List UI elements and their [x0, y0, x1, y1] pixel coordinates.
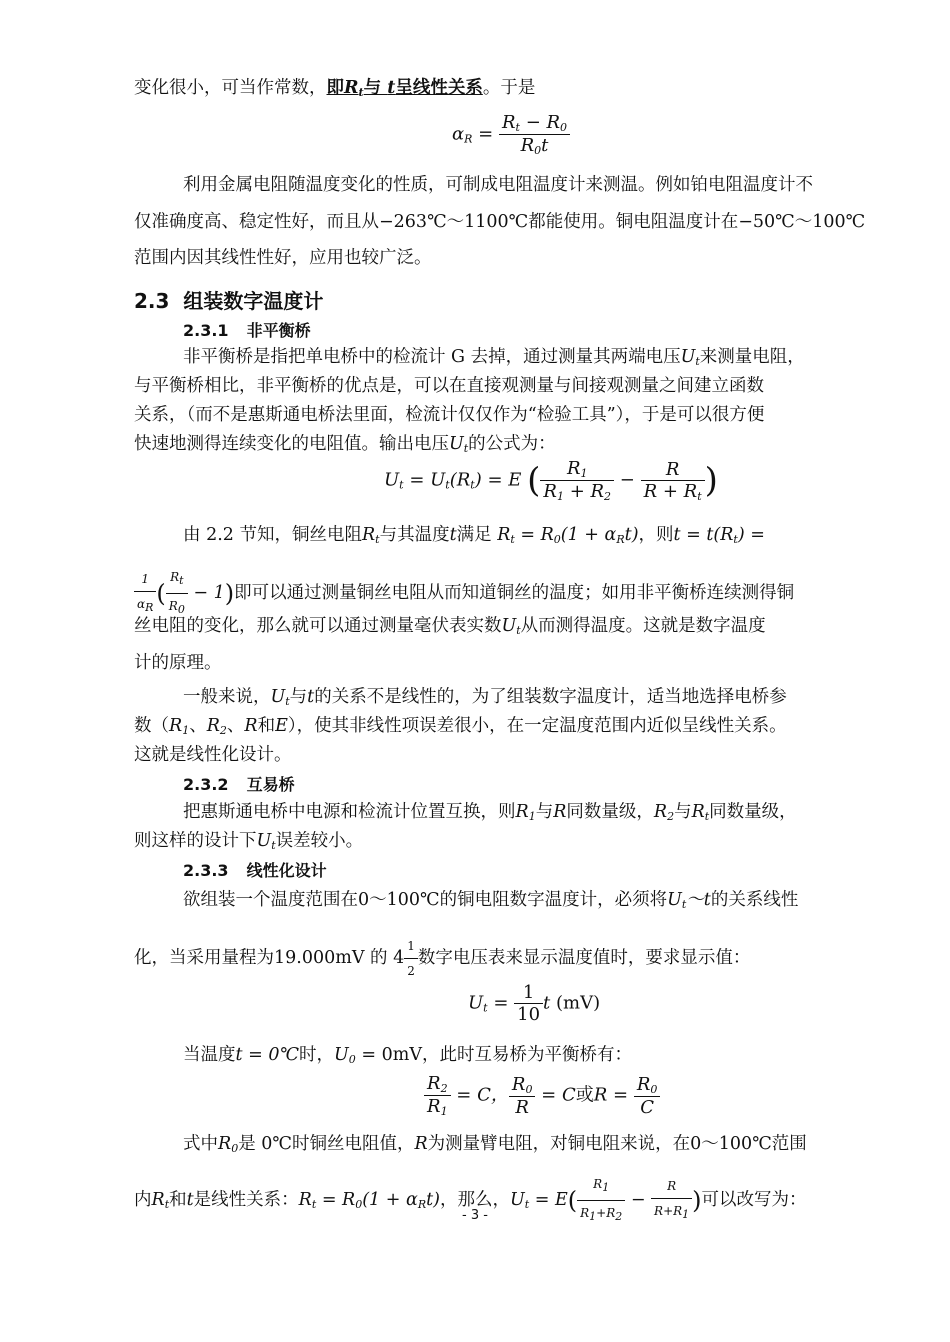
- paragraph-line: 化，当采用量程为19.000mV 的 4 $\frac{1}{2}$ 数字电压表来显示温度值时，要求显示值：: [134, 934, 882, 983]
- paragraph-line: 则这样的设计下$U_t$误差较小。: [134, 831, 364, 852]
- paragraph-line: 非平衡桥是指把单电桥中的检流计 G 去掉，通过测量其两端电压$U_t$来测量电阻，: [183, 347, 805, 368]
- paragraph-line: 与平衡桥相比，非平衡桥的优点是，可以在直接观测量与间接观测量之间建立函数: [134, 376, 764, 396]
- paragraph-line: 快速地测得连续变化的电阻值。输出电压$U_t$的公式为：: [134, 434, 556, 455]
- paragraph-line: 仅准确度高、稳定性好，而且从−263℃～1100℃都能使用。铜电阻温度计在−50℃～100℃: [134, 212, 866, 232]
- equation-display-value: $U_t$ = $\frac{1}{10}$ t (mV): [468, 982, 601, 1025]
- paragraph-line: 一般来说，$U_t$与t的关系不是线性的，为了组装数字温度计，适当地选择电桥参: [183, 687, 787, 708]
- paragraph-line: 利用金属电阻随温度变化的性质，可制成电阻温度计来测温。例如铂电阻温度计不: [183, 175, 813, 195]
- paragraph-line: 欲组装一个温度范围在0～100℃的铜电阻数字温度计，必须将$U_t\sim t$的关系线性: [183, 890, 799, 911]
- equation-balance: $\frac{R_2}{R_1}$ = C， $\frac{R_0}{R}$ = C或R = $\frac{R_0}{C}$: [424, 1073, 660, 1118]
- paragraph-line: 计的原理。: [134, 653, 222, 673]
- subsection-heading: 2.3.3 线性化设计: [183, 861, 327, 880]
- emphasis-text: 即$R_t$与 t呈线性关系: [326, 78, 483, 99]
- paragraph-line: 把惠斯通电桥中电源和检流计位置互换，则$R_1$与R同数量级，$R_2$与$R_t$同数量级，: [183, 802, 797, 823]
- subsection-heading: 2.3.2 互易桥: [183, 775, 295, 794]
- equation-alpha: $\alpha_R$ = $\frac{R_t - R_0}{R_0t}$: [452, 112, 570, 157]
- page-number: - 3 -: [462, 1208, 488, 1223]
- paragraph-line: [134, 76, 882, 105]
- paragraph-line: 内$R_t$和t是线性关系：$R_t = R_0(1 + \alpha_Rt)$，那么，$U_t = E$( $\frac{R_1}{R_1+R_2}$ − $\frac{R}{R+R_1}$ )可以改写为：: [134, 1172, 882, 1229]
- text-run: 变化很小，可当作常数，: [134, 78, 327, 98]
- section-heading: 2.3 组装数字温度计: [134, 289, 324, 313]
- paragraph-line: 数（$R_1$、$R_2$、R和E），使其非线性项误差很小，在一定温度范围内近似呈线性关系。: [134, 716, 787, 737]
- paragraph-line: 这就是线性化设计。: [134, 745, 292, 765]
- paragraph-line: 式中$R_0$是 0℃时铜丝电阻值，R为测量臂电阻，对铜电阻来说，在0～100℃范围: [183, 1134, 807, 1155]
- paragraph-line: 范围内因其线性性好，应用也较广泛。: [134, 248, 432, 268]
- paragraph-line: 当温度t = 0℃时，$U_0 = 0mV$，此时互易桥为平衡桥有：: [183, 1045, 632, 1066]
- paragraph-line: $\frac{1}{\alpha_R}$ ( $\frac{R_t}{R_0}$ − 1)即可以通过测量铜丝电阻从而知道铜丝的温度；如用非平衡桥连续测得铜: [134, 565, 882, 622]
- text-run: 。于是: [482, 78, 536, 98]
- subsection-heading: 2.3.1 非平衡桥: [183, 321, 311, 340]
- paragraph-line: 关系，（而不是惠斯通电桥法里面，检流计仅仅作为“检验工具”），于是可以很方便: [134, 405, 765, 425]
- paragraph-line: 丝电阻的变化，那么就可以通过测量毫伏表实数$U_t$从而测得温度。这就是数字温度: [134, 616, 766, 637]
- equation-bridge-output: $U_t = U_t(R_t) = E$ ( $\frac{R_1}{R_1 + R_2}$ − $\frac{R}{R + R_t}$ ): [384, 458, 718, 503]
- paragraph-line: 由 2.2 节知，铜丝电阻$R_t$与其温度t满足 $R_t = R_0(1 + \alpha_Rt)$，则$t = t(R_t)$ =: [183, 525, 765, 546]
